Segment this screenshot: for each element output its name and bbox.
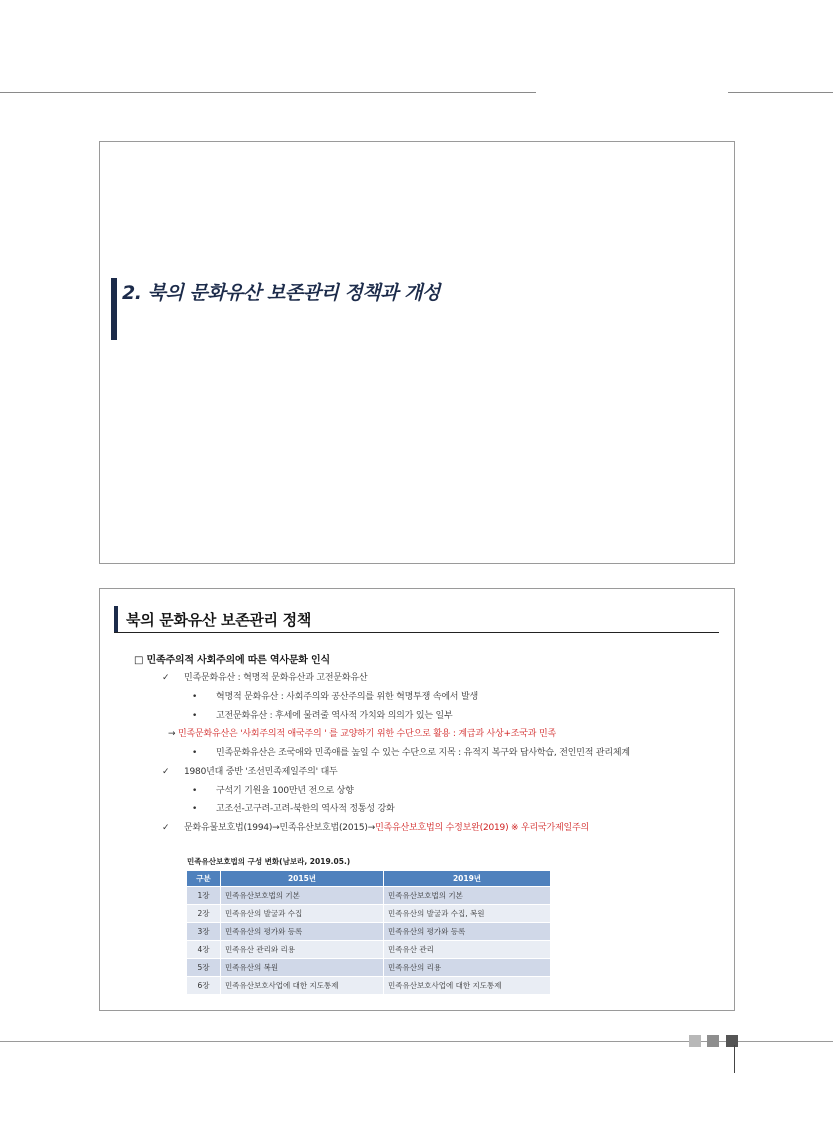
list-item-text: 문화유물보호법(1994)→민족유산보호법(2015)→ (184, 823, 376, 833)
list-item-text: 민족문화유산 : 혁명적 문화유산과 고전문화유산 (184, 673, 368, 683)
bullet-icon: • (192, 711, 198, 721)
list-item (192, 708, 452, 721)
slide-title: 북의 문화유산 보존관리 정책 (126, 611, 312, 629)
table-header-cell: 2019년 (384, 871, 551, 887)
table-row (187, 941, 551, 959)
list-item-text: 고조선-고구려-고려-북한의 역사적 정통성 강화 (216, 804, 395, 814)
bullet-icon: • (192, 804, 198, 814)
table-row (187, 905, 551, 923)
slide-title-underline (114, 632, 719, 633)
footer-square-dark (726, 1035, 738, 1047)
bullet-icon: • (192, 692, 198, 702)
bullet-icon: • (192, 786, 198, 796)
footer-vertical-rule (734, 1045, 735, 1073)
table-cell: 5장 (187, 959, 221, 977)
list-item-text-red: 민족유산보호법의 수정보완(2019) ※ 우리국가제일주의 (375, 823, 589, 833)
check-icon: ✓ (162, 767, 170, 777)
list-item (192, 745, 630, 758)
table-header-row (187, 871, 551, 887)
table-header-cell: 구분 (187, 871, 221, 887)
title-accent-bar (111, 278, 117, 340)
table-row (187, 923, 551, 941)
table-cell: 민족유산의 리용 (384, 959, 551, 977)
list-item (162, 670, 367, 683)
slide-heading: □ 민족주의적 사회주의에 따른 역사문화 인식 (134, 655, 330, 666)
header-rule-right (728, 92, 833, 93)
table-row (187, 959, 551, 977)
slide-policy (99, 588, 735, 1011)
list-item (162, 764, 338, 777)
table-cell: 3장 (187, 923, 221, 941)
table-row (187, 977, 551, 995)
list-item-emphasis (168, 726, 556, 739)
bullet-icon: • (192, 748, 198, 758)
slide-title-accent-bar (114, 606, 118, 632)
table-cell: 민족유산의 발굴과 수집, 복원 (384, 905, 551, 923)
list-item-text: 고전문화유산 : 후세에 물려줄 역사적 가치와 의의가 있는 일부 (216, 711, 453, 721)
footer-square-light (689, 1035, 701, 1047)
table-header-cell: 2015년 (221, 871, 384, 887)
table-cell: 4장 (187, 941, 221, 959)
check-icon: ✓ (162, 673, 170, 683)
list-item (192, 801, 395, 814)
table-cell: 민족유산보호법의 기본 (384, 887, 551, 905)
table-cell: 6장 (187, 977, 221, 995)
law-structure-table (186, 870, 551, 995)
section-title: 2. 북의 문화유산 보존관리 정책과 개성 (122, 282, 440, 304)
table-cell: 민족유산 관리와 리용 (221, 941, 384, 959)
table-row (187, 887, 551, 905)
list-item-text: 혁명적 문화유산 : 사회주의와 공산주의를 위한 혁명투쟁 속에서 발생 (216, 692, 478, 702)
table-cell: 민족유산보호사업에 대한 지도통제 (221, 977, 384, 995)
list-item-text: 1980년대 중반 '조선민족제일주의' 대두 (184, 767, 338, 777)
list-item (192, 689, 478, 702)
list-item (162, 820, 589, 833)
table-caption: 민족유산보호법의 구성 변화(남보라, 2019.05.) (187, 857, 351, 866)
table-cell: 2장 (187, 905, 221, 923)
footer-square-mid (707, 1035, 719, 1047)
table-cell: 민족유산 관리 (384, 941, 551, 959)
table-cell: 민족유산보호법의 기본 (221, 887, 384, 905)
list-item-text: 민족문화유산은 '사회주의적 애국주의 ' 를 교양하기 위한 수단으로 활용 : 계급과 사상+조국과 민족 (178, 729, 556, 739)
arrow-icon: → (168, 729, 176, 739)
table-cell: 민족유산보호사업에 대한 지도통제 (384, 977, 551, 995)
table-cell: 민족유산의 복원 (221, 959, 384, 977)
header-rule-left (0, 92, 536, 93)
table-cell: 민족유산의 평가와 등록 (221, 923, 384, 941)
list-item-text: 민족문화유산은 조국애와 민족애를 높일 수 있는 수단으로 지목 : 유적지 복구와 답사학습, 전인민적 관리체계 (216, 748, 630, 758)
table-cell: 민족유산의 발굴과 수집 (221, 905, 384, 923)
list-item-text: 구석기 기원을 100만년 전으로 상향 (216, 786, 354, 796)
table-cell: 1장 (187, 887, 221, 905)
slide-section-title (99, 141, 735, 564)
check-icon: ✓ (162, 823, 170, 833)
table-cell: 민족유산의 평가와 등록 (384, 923, 551, 941)
list-item (192, 783, 354, 796)
